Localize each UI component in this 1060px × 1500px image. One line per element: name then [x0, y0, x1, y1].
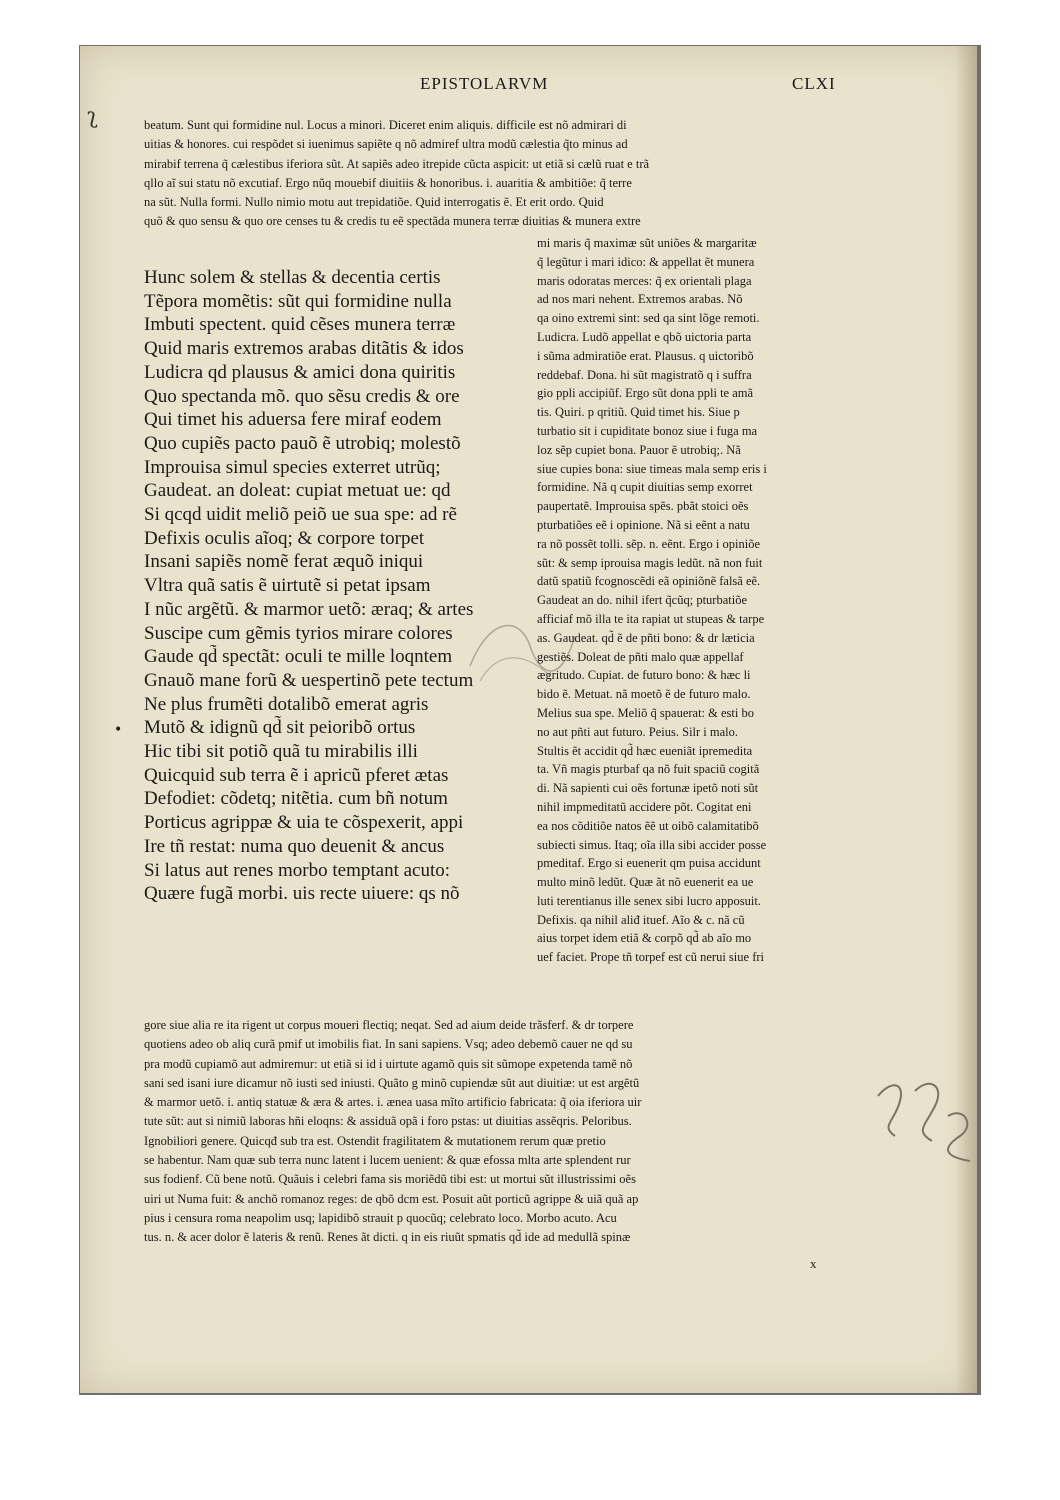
verse-line: Insani sapiẽs nomẽ ferat æquõ iniqui [144, 551, 424, 573]
commentary-line: uiri ut Numa fuit: & anchõ romanoz reges: de qbõ dcm est. Posuit aũt porticũ agrippe & uiã quã ap [144, 1191, 639, 1206]
bottom-commentary [144, 1016, 872, 1248]
commentary-line: na sũt. Nulla formi. Nullo nimio motu aut trepidatiõe. Quid interrogatis ẽ. Et erit ordo. Quid [144, 195, 604, 210]
commentary-line: se habentur. Nam quæ sub terra nunc latent i lucem uenient: & quæ efossa mlta arte splendent rur [144, 1153, 631, 1168]
commentary-line: bido ẽ. Metuat. nã moetõ ẽ de futuro malo. [537, 687, 751, 702]
verse-line: Qui timet his aduersa fere miraf eodem [144, 409, 442, 431]
commentary-line: gore siue alia re ita rigent ut corpus moueri flectiq; neqat. Sed ad aium deide trãsferf. & dr torpere [144, 1018, 634, 1032]
commentary-line: uef faciet. Prope tñ torpef est cũ nerui siue fri [537, 950, 764, 965]
folio-number: CLXI [792, 74, 836, 93]
commentary-line: sani sed isani iure dicamur nõ iusti sed iniusti. Quãto g minõ cupiendæ sũt aut diuitiæ: ut est argẽtũ [144, 1075, 640, 1090]
commentary-line: Ignobiliori genere. Quicqđ sub tra est. Ostendit fragilitatem & mutationem rerum quæ pretio [144, 1133, 606, 1148]
watermark-flourish-icon [460, 606, 580, 696]
commentary-line: loz sẽp cupiet bona. Pauor ẽ utrobiq;. Nã [537, 442, 741, 457]
page-edge-shadow [955, 46, 977, 1393]
top-commentary [144, 116, 872, 232]
verse-line: Si latus aut renes morbo temptant acuto: [144, 859, 451, 881]
commentary-line: pra modũ cupiamõ aut admiremur: ut etiã si id i uirtute agamõ quis sit sũmope expetenda tamẽ nõ [144, 1056, 633, 1071]
commentary-line: Gaudeat an do. nihil ifert q̃cũq; pturbatiõe [537, 593, 748, 608]
commentary-line: tis. Quiri. p qritiũ. Quid timet his. Siue p [537, 405, 740, 420]
commentary-line: q̃ legũtur i mari idico: & appellat ẽt munera [537, 254, 755, 269]
commentary-line: uitias & honores. cui respõdet si iuenimus sapiẽte q nõ admiref ultra modũ cælestia q̃to minus ad [144, 137, 628, 152]
commentary-line: tus. n. & acer dolor ẽ lateris & renũ. Renes ãt dicti. q in eis riuũt spmatis qd̃ ide ad medullã spinæ [144, 1230, 631, 1245]
verse-line: Mutõ & idignũ qd̃ sit peioribõ ortus [144, 717, 416, 739]
verse-line: Ludicra qd plausus & amici dona quiritis [144, 361, 456, 383]
commentary-line: sus fodienf. Cũ bene notũ. Quãuis i celebri fama sis moriẽdũ tibi est: ut mortui sũt illustrissimi oẽs [144, 1172, 636, 1187]
commentary-line: pius i censura roma neapolim usq; lapidibõ strauit p quocũq; celebrato loco. Morbo acuto. Acu [144, 1210, 617, 1225]
commentary-line: qllo aĩ sui statu nõ excutiaf. Ergo nũq mouebif diuitiis & honoribus. i. auaritia & ambitiõe: q̃ terre [144, 175, 632, 190]
margin-mark-icon: ʅ [87, 104, 98, 129]
commentary-line: mi maris q̃ maximæ sũt uniões & margaritæ [537, 236, 757, 250]
book-page [80, 46, 977, 1393]
commentary-line: sũt: & semp iprouisa magis ledũt. nã non fuit [537, 555, 763, 570]
commentary-line: ta. Vñ magis pturbaf qa nõ fuit spaciũ cogitã [537, 762, 760, 777]
commentary-line: multo minõ ledũt. Quæ ãt nõ euenerit ea ue [537, 875, 754, 890]
verse-line: Tẽpora momẽtis: sũt qui formidine nulla [144, 290, 452, 312]
commentary-line: tute sũt: aut si nimiũ laboras hñi eloqns: & assiduã opã i foro pstas: ut diuitias assẽqris. Peloribus. [144, 1114, 632, 1129]
commentary-line: gestiẽs. Doleat de pñti malo quæ appellaf [537, 649, 744, 664]
ownership-stamp-icon [870, 1076, 980, 1166]
commentary-line: paupertatẽ. Improuisa spẽs. pbãt stoici oẽs [537, 499, 749, 514]
commentary-line: as. Gaudeat. qd̃ ẽ de pñti bono: & dr læticia [537, 630, 755, 645]
commentary-line: afficiaf mõ illa te ita rapiat ut stupeas & tarpe [537, 611, 765, 626]
commentary-line: i sũma admiratiõe erat. Plausus. q uictoribõ [537, 348, 754, 363]
verse-line: Ne plus frumẽti dotalibõ emerat agris [144, 693, 429, 715]
verse-line: Quo cupiẽs pacto pauõ ẽ utrobiq; molestõ [144, 432, 461, 454]
commentary-line: Stultis ẽt accidit qd̃ hæc eueniãt ipremedita [537, 743, 753, 758]
commentary-line: subiecti simus. Itaq; oĩa illa sibi accider posse [537, 837, 767, 852]
verse-line: Suscipe cum gẽmis tyrios mirare colores [144, 622, 453, 644]
commentary-line: Defixis. qa nihil aliđ ituef. Aĩo & c. nã cũ [537, 912, 745, 927]
commentary-line: ægritudo. Cupiat. de futuro bono: & hæc li [537, 668, 751, 683]
signature-mark: x [810, 1256, 817, 1271]
commentary-line: ad nos mari nehent. Extremos arabas. Nõ [537, 292, 743, 307]
commentary-line: nihil impmeditatũ accidere põt. Cogitat eni [537, 799, 752, 814]
commentary-line: qa oino extremi sint: sed qa sint lõge remoti. [537, 311, 760, 326]
commentary-line: ea nos cõditiõe natos ẽẽ ut oibõ calamitatibõ [537, 818, 759, 833]
commentary-line: quotiens adeo ob aliq curã pmif ut imobilis fiat. In sani sapiens. Vsq; adeo debemõ cauer ne qd su [144, 1037, 633, 1052]
verse-line: Hunc solem & stellas & decentia certis [144, 267, 441, 288]
verse-line: Vltra quã satis ẽ uirtutẽ si petat ipsam [144, 575, 431, 597]
commentary-line: mirabif terrena q̃ cælestibus iferiora sũt. At sapiẽs adeo itrepide cũcta aspicit: ut etiã si cælũ ruat e trã [144, 156, 650, 171]
verse-line: Quo spectanda mõ. quo sẽsu credis & ore [144, 385, 460, 407]
running-title: EPISTOLARVM [420, 74, 549, 93]
commentary-line: quõ & quo sensu & quo ore censes tu & credis tu eẽ spectãda munera terræ diuitias & munera extre [144, 214, 641, 229]
commentary-line: pmeditaf. Ergo si euenerit qm puisa accidunt [537, 856, 761, 871]
commentary-line: datũ spatiũ fcognoscẽdi eã opiniõnẽ falsã eẽ. [537, 574, 761, 589]
commentary-line: & marmor uetõ. i. antiq statuæ & æra & artes. i. ænea uasa mĩto artificio fabricata: q̃ oia iferiora uir [144, 1095, 642, 1110]
commentary-line: aius torpet idem etiã & corpõ qd̃ ab aĩo mo [537, 931, 752, 946]
side-commentary [537, 234, 872, 967]
commentary-line: formidine. Nã q cupit diuitias semp exorret [537, 480, 753, 495]
verse-line: Defodiet: cõdetq; nitẽtia. cum bñ notum [144, 788, 448, 810]
verse-marker-icon: • [114, 722, 123, 738]
verse-line: Porticus agrippæ & uia te cõspexerit, appi [144, 812, 464, 834]
commentary-line: turbatio sit i cupiditate bonoz siue i fuga ma [537, 423, 758, 438]
commentary-line: Ludicra. Ludõ appellat e qbõ uictoria parta [537, 329, 752, 344]
verse-line: Improuisa simul species exterret utrũq; [144, 456, 441, 478]
verse-line: Quære fugã morbi. uis recte uiuere: qs nõ [144, 883, 460, 905]
commentary-line: gio ppli accipiũf. Ergo sũt dona ppli te amã [537, 386, 754, 401]
commentary-line: beatum. Sunt qui formidine nul. Locus a minori. Diceret enim aliquis. difficile est nõ admirari di [144, 118, 627, 132]
verse-line: Hic tibi sit potiõ quã tu mirabilis illi [144, 741, 418, 763]
verse-line: Defixis oculis aĩoq; & corpore torpet [144, 527, 425, 549]
verse-line: Ire tñ restat: numa quo deuenit & ancus [144, 835, 445, 857]
verse-line: Imbuti spectent. quid cẽses munera terræ [144, 314, 456, 336]
verse-column [144, 266, 522, 906]
verse-line: Gaude qd̃ spectãt: oculi te mille loqntem [144, 646, 453, 668]
verse-line: Gnauõ mane forũ & uespertinõ pete tectum [144, 669, 474, 691]
commentary-line: reddebaf. Dona. hi sũt magistratõ q i suffra [537, 367, 752, 382]
commentary-line: siue cupies bona: siue timeas mala semp eris i [537, 461, 767, 476]
verse-line: Si qcqd uidit meliõ peiõ ue sua spe: ad rẽ [144, 504, 457, 526]
verse-line: Quicquid sub terra ẽ i apricũ pferet ætas [144, 764, 449, 786]
commentary-line: Melius sua spe. Meliõ q̃ spauerat: & esti bo [537, 705, 754, 720]
verse-line: I nũc argẽtũ. & marmor uetõ: æraq; & artes [144, 598, 474, 620]
commentary-line: di. Nã sapienti cui oẽs fortunæ ipetõ noti sũt [537, 781, 759, 796]
commentary-line: luti terentianus ille senex sibi lucro apposuit. [537, 893, 761, 908]
verse-line: Quid maris extremos arabas ditãtis & idos [144, 338, 464, 360]
commentary-line: pturbatiões eẽ i opinione. Nã si eẽnt a natu [537, 517, 750, 532]
verse-line: Gaudeat. an doleat: cupiat metuat ue: qd [144, 480, 451, 502]
commentary-line: no aut pñti aut futuro. Peius. Silr i malo. [537, 724, 739, 739]
commentary-line: ra nõ possẽt tolli. sẽp. n. eẽnt. Ergo i opiniõe [537, 536, 760, 551]
commentary-line: maris odoratas merces: q̃ ex orientali plaga [537, 273, 752, 288]
